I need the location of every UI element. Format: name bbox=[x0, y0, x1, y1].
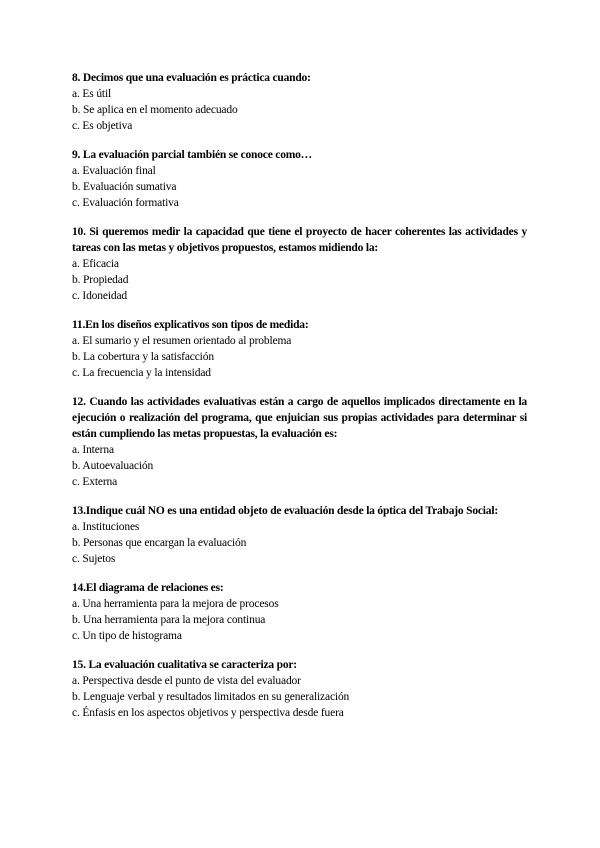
option-b: b. Personas que encargan la evaluación bbox=[72, 537, 247, 549]
option-c: c. Un tipo de histograma bbox=[72, 630, 182, 642]
option-c: c. Sujetos bbox=[72, 553, 116, 565]
question-12 bbox=[72, 394, 527, 490]
option-a: a. Perspectiva desde el punto de vista del evaluador bbox=[72, 675, 301, 687]
question-title: 13.Indique cuál NO es una entidad objeto de evaluación desde la óptica del Trabajo Social: bbox=[72, 505, 498, 517]
question-title: 15. La evaluación cualitativa se caracteriza por: bbox=[72, 659, 297, 671]
option-b: b. Evaluación sumativa bbox=[72, 181, 177, 193]
question-11 bbox=[72, 317, 527, 381]
option-c: c. Énfasis en los aspectos objetivos y perspectiva desde fuera bbox=[72, 707, 344, 719]
option-a: a. Es útil bbox=[72, 88, 112, 100]
option-a: a. El sumario y el resumen orientado al problema bbox=[72, 335, 292, 347]
option-b: b. Una herramienta para la mejora continua bbox=[72, 614, 266, 626]
question-14 bbox=[72, 580, 527, 644]
option-c: c. Es objetiva bbox=[72, 120, 133, 132]
option-a: a. Interna bbox=[72, 444, 114, 456]
question-8 bbox=[72, 70, 527, 134]
question-title: 8. Decimos que una evaluación es práctica cuando: bbox=[72, 72, 311, 84]
option-c: c. Externa bbox=[72, 476, 118, 488]
option-a: a. Instituciones bbox=[72, 521, 140, 533]
option-c: c. Evaluación formativa bbox=[72, 197, 179, 209]
option-b: b. La cobertura y la satisfacción bbox=[72, 351, 214, 363]
question-10 bbox=[72, 224, 527, 304]
document-page bbox=[72, 70, 527, 734]
question-title: 12. Cuando las actividades evaluativas están a cargo de aquellos implicados directamente en la ejecución o realización del programa, que enjuician sus propias actividades para determinar si están cumpliendo las metas propuestas, la evaluación es: bbox=[72, 396, 527, 440]
question-title: 9. La evaluación parcial también se conoce como… bbox=[72, 149, 312, 161]
option-b: b. Se aplica en el momento adecuado bbox=[72, 104, 238, 116]
option-b: b. Propiedad bbox=[72, 274, 129, 286]
question-13 bbox=[72, 503, 527, 567]
option-a: a. Una herramienta para la mejora de procesos bbox=[72, 598, 279, 610]
question-title: 14.El diagrama de relaciones es: bbox=[72, 582, 224, 594]
question-9 bbox=[72, 147, 527, 211]
option-b: b. Lenguaje verbal y resultados limitados en su generalización bbox=[72, 691, 350, 703]
option-a: a. Eficacia bbox=[72, 258, 119, 270]
option-b: b. Autoevaluación bbox=[72, 460, 154, 472]
option-c: c. La frecuencia y la intensidad bbox=[72, 367, 211, 379]
option-c: c. Idoneidad bbox=[72, 290, 128, 302]
option-a: a. Evaluación final bbox=[72, 165, 156, 177]
question-15 bbox=[72, 657, 527, 721]
question-title: 10. Si queremos medir la capacidad que tiene el proyecto de hacer coherentes las actividades y tareas con las metas y objetivos propuestos, estamos midiendo la: bbox=[72, 226, 527, 254]
question-title: 11.En los diseños explicativos son tipos de medida: bbox=[72, 319, 309, 331]
